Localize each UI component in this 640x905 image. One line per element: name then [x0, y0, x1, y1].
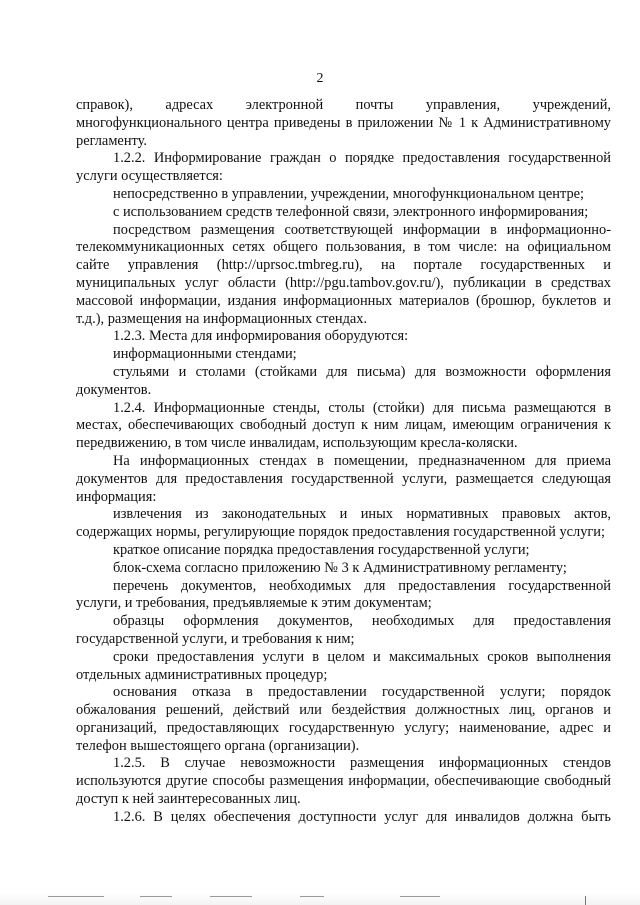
- scan-mark: [140, 896, 172, 897]
- paragraph-document-list: перечень документов, необходимых для предоставления государственной услуги, и требования, предъявляемые к этим документам;: [76, 577, 611, 612]
- paragraph-contacts-continuation: справок), адресах электронной почты управления, учреждений, многофункционального центра приведены в приложении № 1 к Административному регламенту.: [76, 97, 611, 149]
- paragraph-chairs-tables: стульями и столами (стойками для письма) для возможности оформления документов.: [76, 363, 611, 398]
- paragraph-legal-extracts: извлечения из законодательных и иных нормативных правовых актов, содержащих нормы, регулирующие порядок предоставления государственной услуги;: [76, 506, 611, 541]
- paragraph-procedure-summary: краткое описание порядка предоставления государственной услуги;: [113, 541, 530, 558]
- paragraph-network-informing: посредством размещения соответствующей информации в информационно-телекоммуникационных сетях общего пользования, в том числе: на официальном сайте управления (http://uprsoc.tmbreg.ru), на портале государственных и муниципальных услуг области (http://pgu.tambov.gov.ru/), публикации в средствах массовой информации, издания информационных материалов (брошюр, буклетов и т.д.), размещения на информационных стендах.: [76, 221, 611, 327]
- paragraph-1-2-4: 1.2.4. Информационные стенды, столы (стойки) для письма размещаются в местах, обеспечивающих свободный доступ к ним лицам, имеющим ограничения к передвижению, в том числе инвалидам, использующим кресла-коляски.: [76, 399, 611, 452]
- paragraph-service-deadlines: сроки предоставления услуги в целом и максимальных сроков выполнения отдельных административных процедур;: [76, 648, 611, 683]
- page-number: 2: [316, 71, 324, 86]
- paragraph-phone-informing: с использованием средств телефонной связи, электронного информирования;: [113, 203, 589, 220]
- scan-mark: [48, 896, 104, 897]
- paragraph-stand-information: На информационных стендах в помещении, предназначенном для приема документов для предоставления государственной услуги, размещается следующая информация:: [76, 452, 611, 505]
- paragraph-flowchart: блок-схема согласно приложению № 3 к Административному регламенту;: [113, 559, 567, 576]
- paragraph-refusal-grounds: основания отказа в предоставлении государственной услуги; порядок обжалования решений, действий или бездействия должностных лиц, органов и организаций, предоставляющих государственную услугу; наименование, адрес и телефон вышестоящего органа (организации).: [76, 684, 611, 754]
- scan-bottom-edge: [0, 893, 640, 905]
- paragraph-document-samples: образцы оформления документов, необходимых для предоставления государственной услуги, и требования к ним;: [76, 613, 611, 647]
- paragraph-1-2-6: 1.2.6. В целях обеспечения доступности услуг для инвалидов должна быть: [113, 808, 611, 825]
- scan-mark: [300, 896, 324, 897]
- paragraph-direct-informing: непосредственно в управлении, учреждении, многофункциональном центре;: [113, 185, 585, 202]
- paragraph-info-stands: информационными стендами;: [113, 346, 297, 363]
- paragraph-1-2-2: 1.2.2. Информирование граждан о порядке предоставления государственной услуги осуществляется:: [76, 150, 611, 185]
- paragraph-1-2-5: 1.2.5. В случае невозможности размещения информационных стендов используются другие способы размещения информации, обеспечивающие свободный доступ к ней заинтересованных лиц.: [76, 755, 611, 808]
- scan-mark: [400, 896, 440, 897]
- paragraph-1-2-3: 1.2.3. Места для информирования оборудуются:: [113, 328, 409, 345]
- scan-mark: [585, 896, 586, 905]
- document-body: [76, 97, 611, 827]
- scan-mark: [210, 896, 252, 897]
